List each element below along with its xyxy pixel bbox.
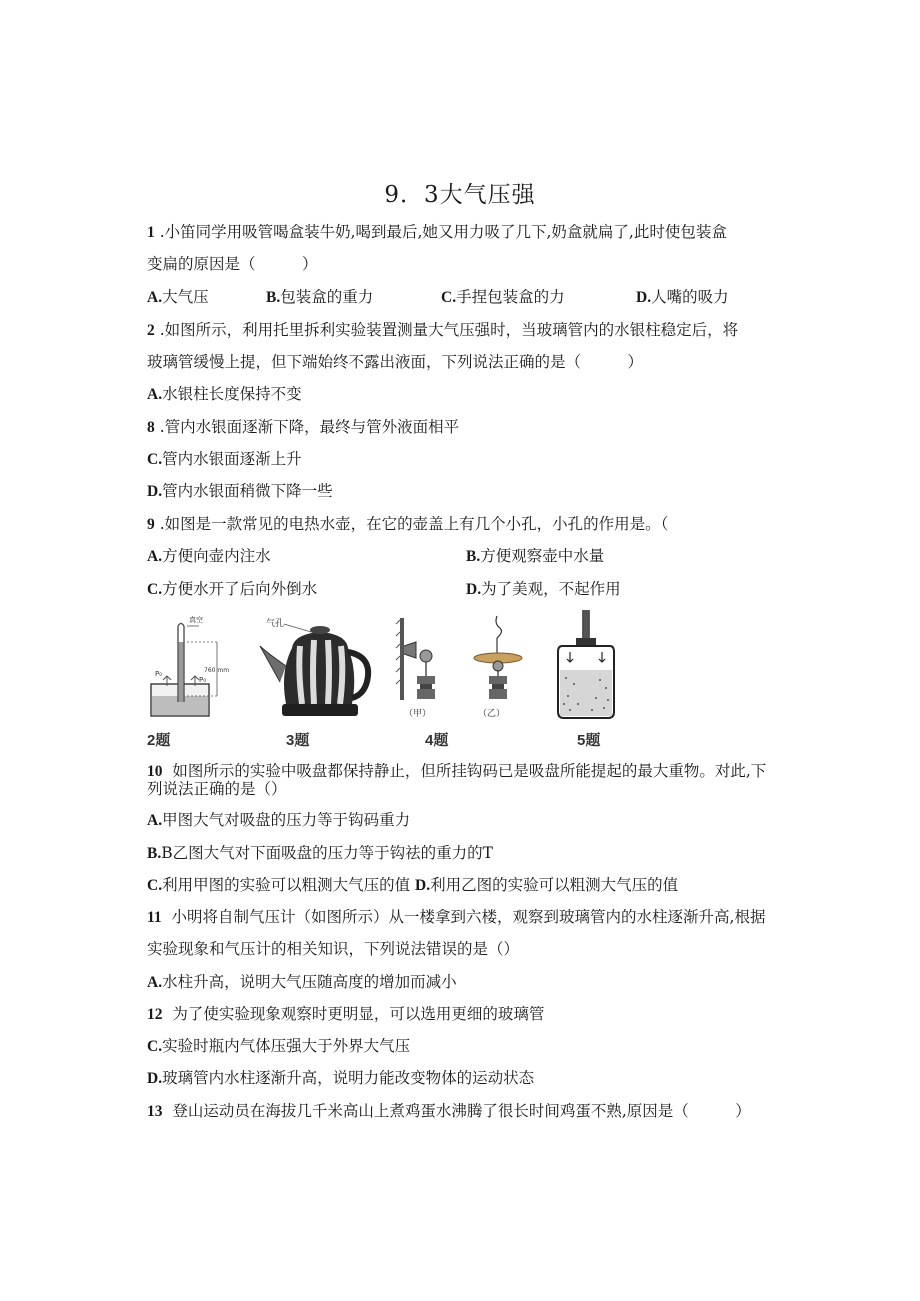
figure-3-caption: 3题 [286, 732, 310, 749]
q5-stem-line2: 实验现象和气压计的相关知识，下列说法错误的是（） [147, 940, 520, 958]
suction-cup-drawing [394, 612, 534, 724]
height-label: 760 mm [204, 667, 230, 674]
p0-left-label: P₀ [155, 670, 163, 678]
q1-option-a: A.大气压 [147, 288, 209, 306]
jia-label: （甲） [404, 709, 432, 719]
page-title: 9．3大气压强 [384, 182, 536, 208]
q4-number: 10 [147, 763, 163, 780]
q2-stem-line1: 2 .如图所示，利用托里拆利实验装置测量大气压强时，当玻璃管内的水银柱稳定后，将 [147, 321, 739, 339]
q4-option-a: A.甲图大气对吸盘的压力等于钩码重力 [147, 811, 411, 829]
q3-stem: 9 .如图是一款常见的电热水壶，在它的壶盖上有几个小孔，小孔的作用是。（ [147, 515, 669, 533]
q3-option-d: D.为了美观，不起作用 [466, 580, 621, 598]
q2-option-b: 8 .管内水银面逐渐下降，最终与管外液面相平 [147, 418, 460, 436]
q5-option-d: D.玻璃管内水柱逐渐升高，说明力能改变物体的运动状态 [147, 1069, 535, 1087]
q6-stem: 13 登山运动员在海拔几千米高山上煮鸡蛋水沸腾了很长时间鸡蛋不熟,原因是（ ） [147, 1102, 751, 1120]
q1-number: 1 [147, 224, 155, 241]
torricelli-drawing [147, 612, 237, 722]
q1-option-b: B.包装盒的重力 [266, 288, 374, 306]
barometer-drawing [552, 608, 622, 724]
hole-label: 气孔 [266, 619, 285, 629]
q4-option-b: B.B乙图大气对下面吸盘的压力等于钩祛的重力的T [147, 844, 493, 862]
q5-option-b: 12 为了使实验现象观察时更明显，可以选用更细的玻璃管 [147, 1005, 545, 1023]
q4-stem-line2: 列说法正确的是（） [147, 780, 287, 798]
q5-option-c: C.实验时瓶内气体压强大于外界大气压 [147, 1037, 411, 1055]
q1-stem-text1: .小笛同学用吸管喝盒装牛奶,喝到最后,她又用力吸了几下,奶盒就扁了,此时使包装盒 [159, 223, 727, 241]
q1-option-c: C.手捏包装盒的力 [441, 288, 565, 306]
figure-suction-cups [394, 612, 534, 724]
q2-option-c: C.管内水银面逐渐上升 [147, 450, 302, 468]
q3-number: 9 [147, 516, 155, 533]
q2-number: 2 [147, 322, 155, 339]
q2-option-d: D.管内水银面稍微下降一些 [147, 482, 333, 500]
figure-4-caption: 4题 [425, 732, 449, 749]
figure-2-caption: 2题 [147, 732, 171, 749]
vacuum-label: 真空 [189, 616, 203, 624]
figure-torricelli [147, 612, 237, 722]
q5-number: 11 [147, 909, 162, 926]
q6-number: 13 [147, 1103, 163, 1120]
q4-option-cd: C.利用甲图的实验可以粗测大气压的值 D.利用乙图的实验可以粗测大气压的值 [147, 876, 679, 894]
q1-option-d: D.人嘴的吸力 [636, 288, 729, 306]
q5-option-a: A.水柱升高，说明大气压随高度的增加而减小 [147, 973, 457, 991]
q1-stem-line1 [147, 222, 727, 243]
figure-5-caption: 5题 [577, 732, 601, 749]
q4-stem-line1: 10 如图所示的实验中吸盘都保持静止，但所挂钩码已是吸盘所能提起的最大重物。对此,下 [147, 762, 767, 780]
q3-option-b: B.方便观察壶中水量 [466, 547, 605, 565]
q2-option-a: A.水银柱长度保持不变 [147, 385, 302, 403]
yi-label: （乙） [478, 709, 506, 719]
q2-stem-line2: 玻璃管缓慢上提，但下端始终不露出液面，下列说法正确的是（ ） [147, 353, 644, 371]
q3-option-a: A.方便向壶内注水 [147, 547, 271, 565]
figure-barometer [552, 608, 622, 724]
q1-stem-line2: 变扁的原因是（ ） [147, 255, 318, 273]
figure-kettle [256, 612, 376, 724]
q5-stem-line1: 11 小明将自制气压计（如图所示）从一楼拿到六楼，观察到玻璃管内的水柱逐渐升高,根据 [147, 908, 766, 926]
p0-right-label: P₀ [199, 676, 207, 684]
q3-option-c: C.方便水开了后向外倒水 [147, 580, 318, 598]
kettle-drawing [256, 612, 376, 724]
